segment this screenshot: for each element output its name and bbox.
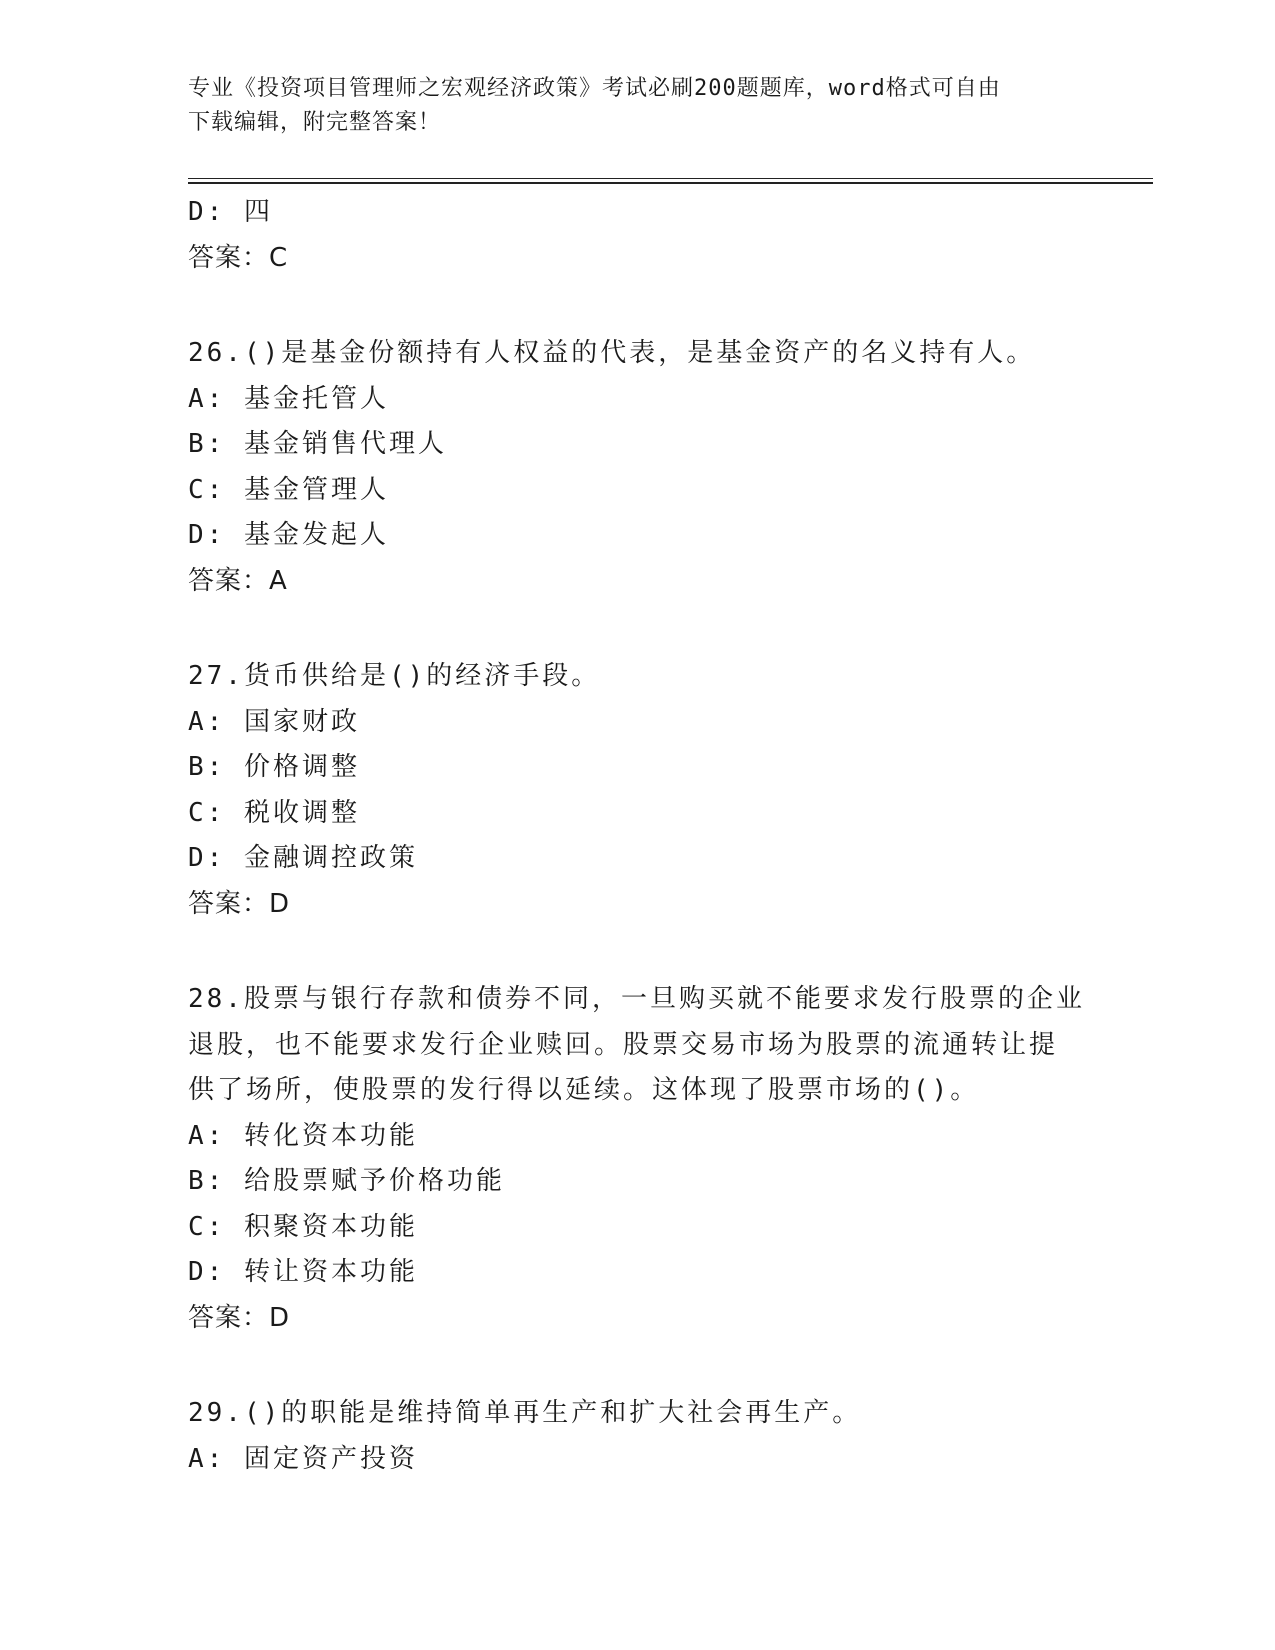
question-29 [188, 1391, 1088, 1482]
option-b: B: 基金销售代理人 [188, 429, 447, 459]
option-d: D: 转让资本功能 [188, 1257, 418, 1287]
answer: 答案：A [188, 565, 288, 596]
question-text: 26.()是基金份额持有人权益的代表，是基金资产的名义持有人。 [188, 338, 1036, 368]
question-text-line-1: 28.股票与银行存款和债券不同，一旦购买就不能要求发行股票的企业 [188, 984, 1085, 1014]
spacer [188, 1341, 1088, 1391]
question-26 [188, 331, 1088, 604]
prev-answer: 答案：C [188, 242, 289, 273]
question-27 [188, 654, 1088, 927]
option-c: C: 积聚资本功能 [188, 1211, 418, 1242]
spacer [188, 927, 1088, 977]
question-text-line-2: 退股，也不能要求发行企业赎回。股票交易市场为股票的流通转让提 [188, 1029, 1059, 1060]
header-divider-thick [188, 182, 1153, 184]
question-text-line-3: 供了场所，使股票的发行得以延续。这体现了股票市场的()。 [188, 1075, 980, 1105]
option-b: B: 价格调整 [188, 752, 360, 782]
option-a: A: 国家财政 [188, 706, 360, 737]
option-a: A: 转化资本功能 [188, 1120, 418, 1151]
header-line-2: 下载编辑，附完整答案！ [188, 110, 442, 135]
question-28 [188, 977, 1088, 1341]
question-text: 29.()的职能是维持简单再生产和扩大社会再生产。 [188, 1398, 862, 1428]
option-d: D: 金融调控政策 [188, 843, 418, 873]
answer: 答案：D [188, 888, 291, 919]
header-line-1: 专业《投资项目管理师之宏观经济政策》考试必刷200题题库，word格式可自由 [188, 76, 1001, 101]
option-b: B: 给股票赋予价格功能 [188, 1166, 505, 1196]
option-c: C: 基金管理人 [188, 474, 389, 505]
header-divider-thin [188, 178, 1153, 179]
answer: 答案：D [188, 1302, 291, 1333]
spacer [188, 604, 1088, 654]
prev-option-d: D: 四 [188, 197, 273, 227]
option-a: A: 固定资产投资 [188, 1443, 418, 1474]
option-d: D: 基金发起人 [188, 520, 389, 550]
question-text: 27.货币供给是()的经济手段。 [188, 661, 601, 691]
document-header [188, 72, 1088, 140]
option-c: C: 税收调整 [188, 797, 360, 828]
spacer [188, 281, 1088, 331]
option-a: A: 基金托管人 [188, 383, 389, 414]
question-list [188, 190, 1088, 1482]
